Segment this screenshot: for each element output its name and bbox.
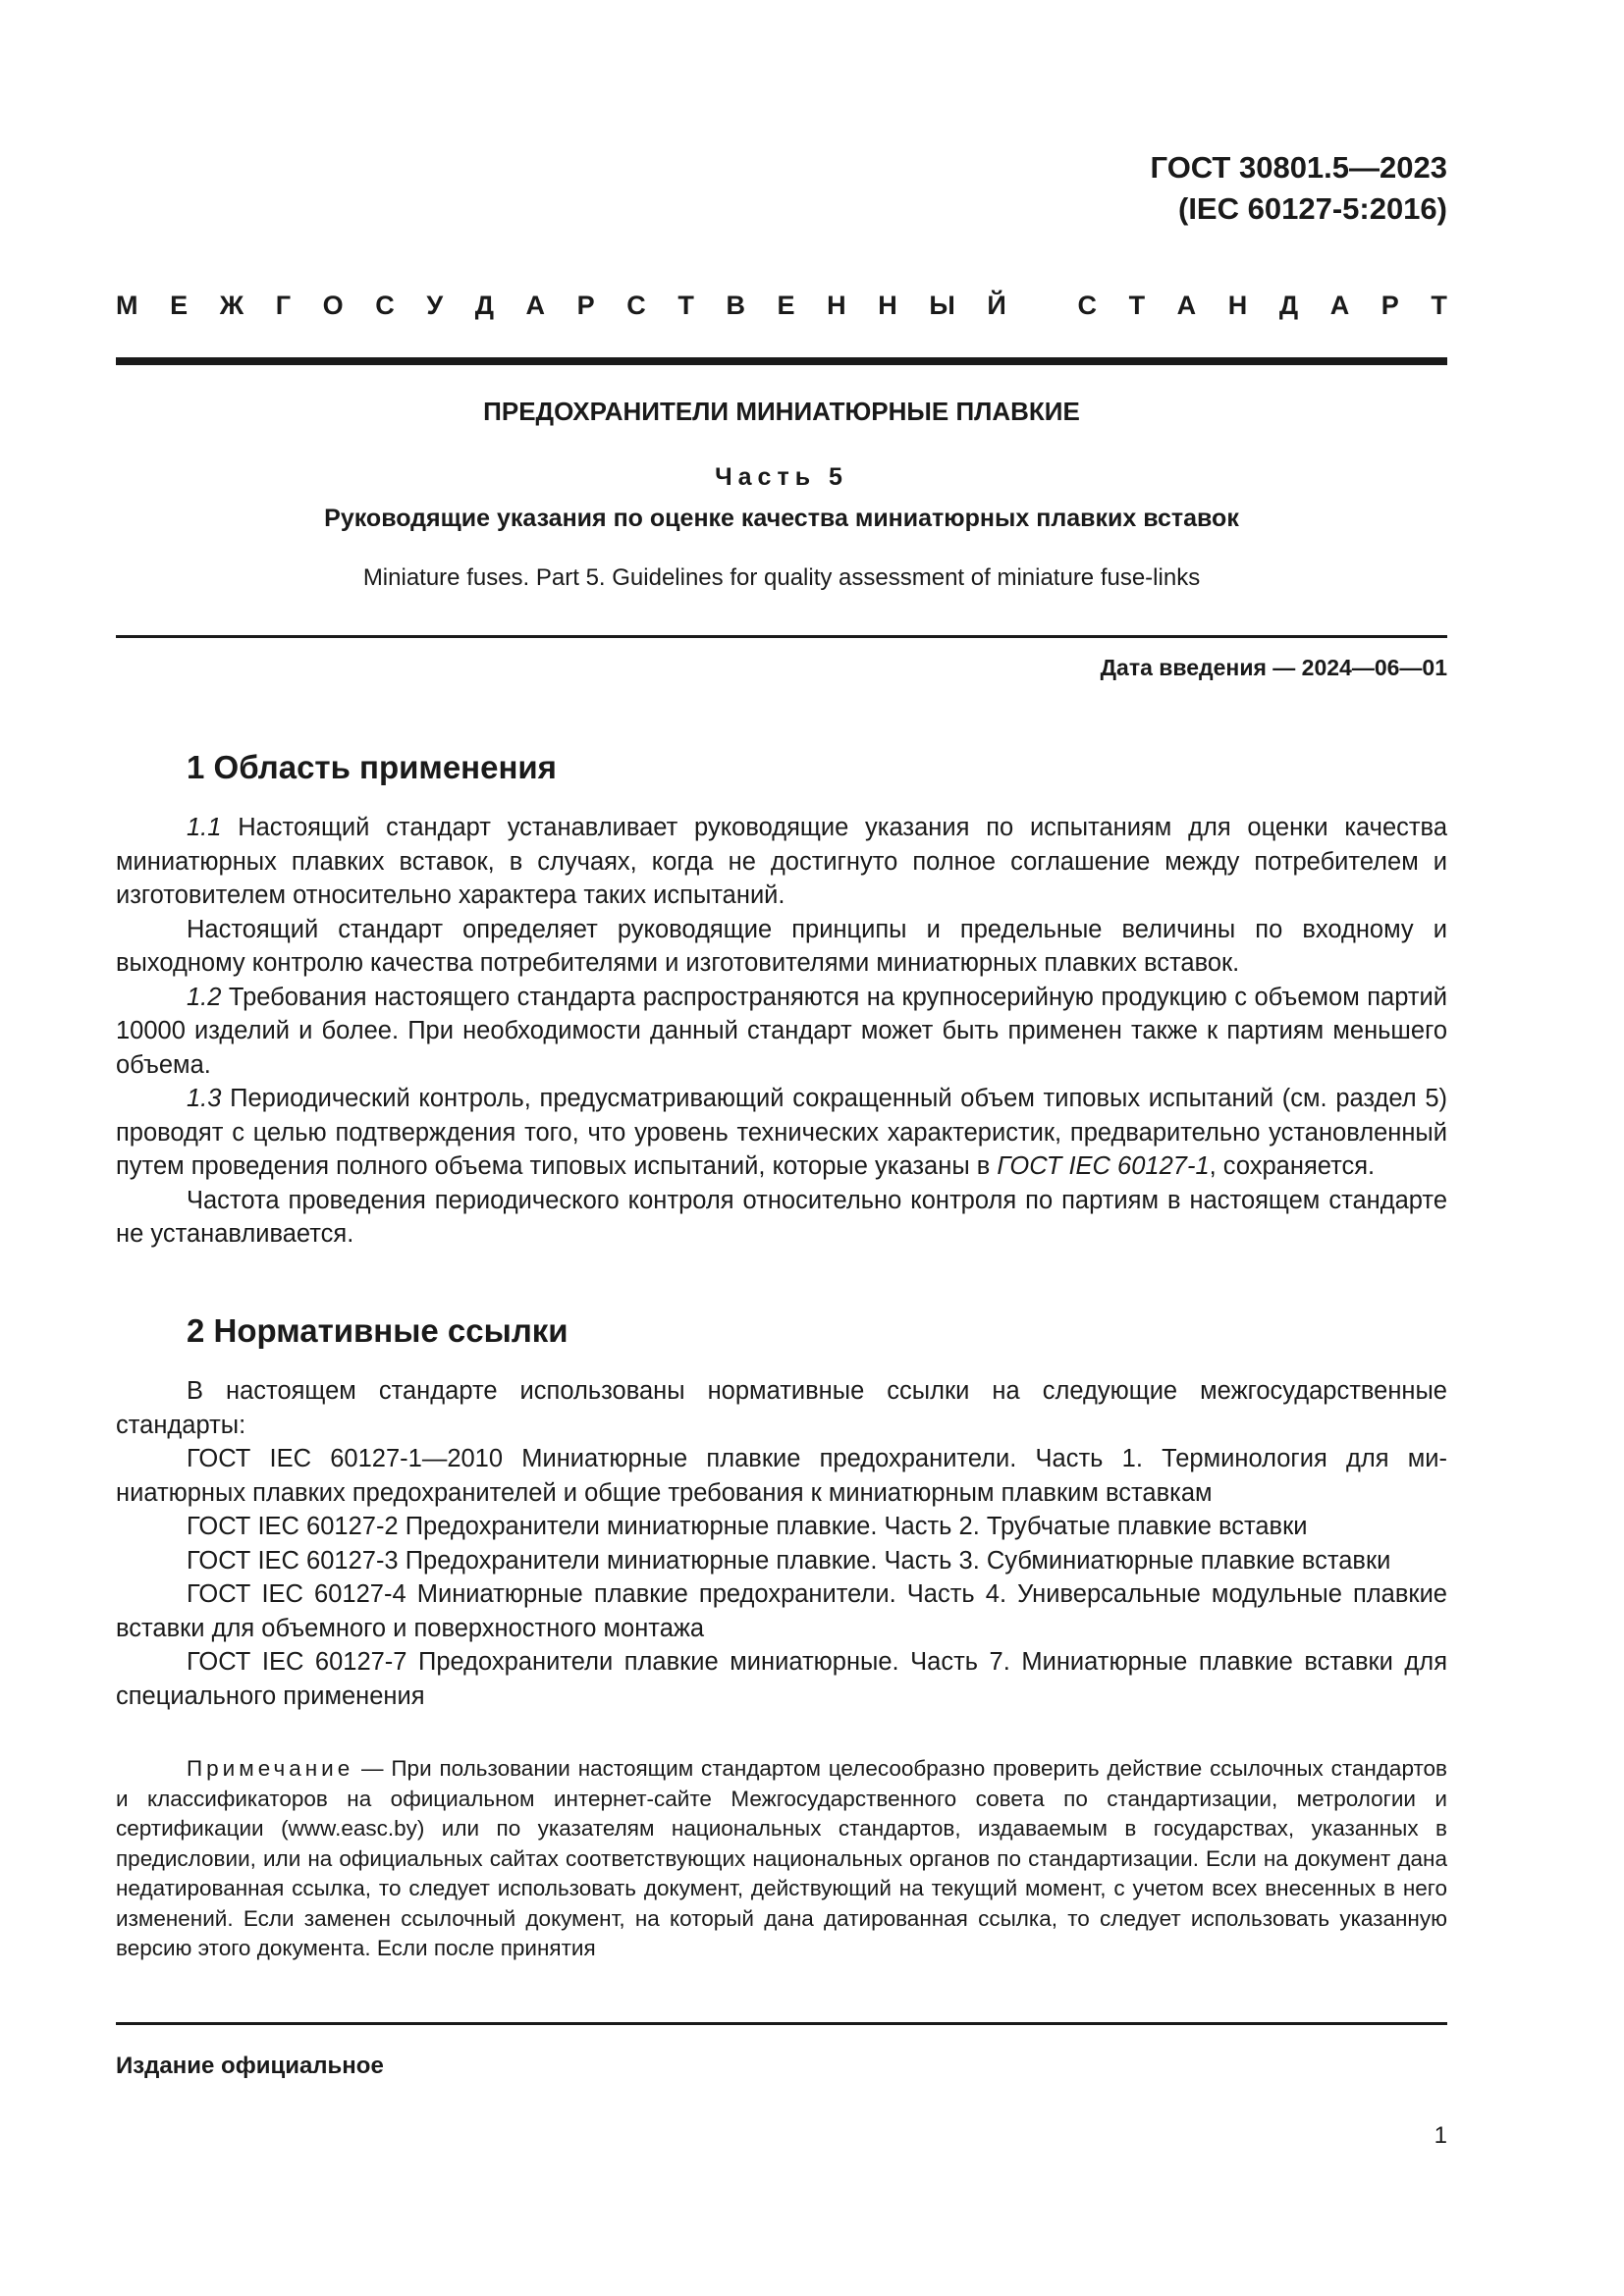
section-2-body <box>116 1374 1447 1713</box>
document-type <box>116 291 1447 321</box>
doc-type-letter: У <box>426 291 444 320</box>
doc-type-letter: Р <box>576 291 595 320</box>
doc-type-letter: Д <box>474 291 494 320</box>
doc-type-letter: Ы <box>929 291 955 320</box>
title-divider <box>116 635 1447 638</box>
doc-type-letter: Н <box>827 291 846 320</box>
footer-divider <box>116 2022 1447 2025</box>
note-text: — При пользовании настоящим стандартом целесообразно проверить действие ссылочных стандартов и классификаторов на официальном интернет-сайте Межгосударственного совета по стандартизации, метрологии и сертификации (www.easc.by) или по указателям национальных стандартов, издаваемым в государствах, указанных в предисловии, или на официальных сайтах соответствующих национальных органов по стандартизации. Если на документ дана недатированная ссылка, то следует использовать документ, действующий на текущий момент, с учетом всех внесенных в него изменений. Если заменен ссылочный документ, на который дана датированная ссылка, то следует использовать указанную версию этого документа. Если после принятия <box>116 1756 1447 1960</box>
doc-type-letter: А <box>1329 291 1350 320</box>
reference-item: ГОСТ IEC 60127-1—2010 Миниатюрные плавкие предохранители. Часть 1. Терминология для миниатюрных плавких предохранителей и общие требования к миниатюрным плавким вставкам <box>116 1445 1447 1507</box>
clause-number: 1.2 <box>187 983 222 1011</box>
note-paragraph <box>116 1754 1447 1964</box>
standard-designation-block <box>1151 147 1447 230</box>
doc-type-letter: М <box>116 291 138 320</box>
english-title: Miniature fuses. Part 5. Guidelines for quality assessment of miniature fuse-links <box>362 564 1201 591</box>
part-label: Часть 5 <box>715 463 848 491</box>
paragraph-text: Периодический контроль, предусматривающий сокращенный объем типовых испытаний (см. раздел 5) проводят с целью подтверждения того, что уровень технических характеристик, предварительно установленный путем проведения полного объема типовых испытаний, которые указаны в <box>116 1085 1447 1180</box>
standard-reference: ГОСТ IEC 60127-1 <box>997 1152 1210 1180</box>
doc-type-letter: О <box>322 291 344 320</box>
doc-type-letter: Т <box>677 291 694 320</box>
note-block <box>116 1754 1447 1964</box>
doc-type-letter: С <box>375 291 395 320</box>
doc-type-letter: Е <box>170 291 189 320</box>
clause-number: 1.1 <box>187 814 222 841</box>
doc-type-letter: Й <box>987 291 1006 320</box>
letter-gap <box>1038 291 1046 321</box>
reference-item: ГОСТ IEC 60127-3 Предохранители миниатюрные плавкие. Часть 3. Субминиатюрные плавкие вставки <box>187 1546 1391 1575</box>
doc-type-letter: А <box>525 291 546 320</box>
official-edition-label: Издание официальное <box>116 2053 384 2079</box>
reference-item: ГОСТ IEC 60127-4 Миниатюрные плавкие предохранители. Часть 4. Универсальные модульные плавкие вставки для объемного и поверхностного монтажа <box>116 1580 1447 1642</box>
reference-item: ГОСТ IEC 60127-7 Предохранители плавкие миниатюрные. Часть 7. Миниатюрные плавкие вставки для специального применения <box>116 1648 1447 1710</box>
doc-type-letter: Т <box>1128 291 1146 320</box>
doc-type-letter: В <box>726 291 745 320</box>
document-title: ПРЕДОХРАНИТЕЛИ МИНИАТЮРНЫЕ ПЛАВКИЕ <box>483 397 1080 426</box>
doc-type-letter: Н <box>878 291 897 320</box>
doc-type-letter: С <box>1077 291 1097 320</box>
paragraph: Частота проведения периодического контроля относительно контроля по партиям в настоящем стандарте не устанавливается. <box>116 1186 1447 1248</box>
section-2-heading: 2 Нормативные ссылки <box>187 1312 568 1349</box>
doc-type-letter: Ж <box>219 291 244 320</box>
doc-type-letter: Т <box>1431 291 1447 320</box>
note-label: Примечание <box>187 1756 354 1781</box>
paragraph: В настоящем стандарте использованы нормативные ссылки на следующие межгосударственные стандарты: <box>116 1377 1447 1439</box>
clause-number: 1.3 <box>187 1085 222 1112</box>
paragraph-text: Требования настоящего стандарта распространяются на крупносерийную продукцию с объемом партий 10000 изделий и более. При необходимости данный стандарт может быть применен также к партиям меньшего объема. <box>116 983 1447 1079</box>
doc-type-letter: Р <box>1380 291 1399 320</box>
introduction-date: Дата введения — 2024—06—01 <box>1100 655 1447 680</box>
iec-number: (IEC 60127-5:2016) <box>1178 191 1447 226</box>
page-number: 1 <box>1434 2122 1447 2149</box>
section-1-body <box>116 811 1447 1252</box>
paragraph: Настоящий стандарт определяет руководящие принципы и предельные величины по входному и выходному контролю качества потребителями и изготовителями миниатюрных плавких вставок. <box>116 915 1447 977</box>
doc-type-letter: Г <box>275 291 292 320</box>
doc-type-letter: Е <box>777 291 795 320</box>
doc-type-letter: А <box>1176 291 1197 320</box>
paragraph-1-2 <box>116 981 1447 1083</box>
paragraph-1-1 <box>116 811 1447 913</box>
doc-type-letter: Д <box>1278 291 1299 320</box>
doc-type-letter: С <box>626 291 646 320</box>
section-1-heading: 1 Область применения <box>187 749 557 785</box>
document-subtitle: Руководящие указания по оценке качества миниатюрных плавких вставок <box>324 505 1239 532</box>
reference-item: ГОСТ IEC 60127-2 Предохранители миниатюрные плавкие. Часть 2. Трубчатые плавкие вставки <box>187 1513 1308 1540</box>
standard-number: ГОСТ 30801.5—2023 <box>1150 150 1447 185</box>
paragraph-text: , сохраняется. <box>1209 1152 1376 1180</box>
paragraph-text: Настоящий стандарт устанавливает руководящие указания по испытаниям для оценки качества миниатюрных плавких вставок, в случаях, когда не достигнуто полное соглашение между потребителем и изготовителем относительно характера таких испытаний. <box>116 814 1447 909</box>
doc-type-letter: Н <box>1227 291 1248 320</box>
paragraph-1-3 <box>116 1082 1447 1184</box>
header-divider <box>116 357 1447 365</box>
